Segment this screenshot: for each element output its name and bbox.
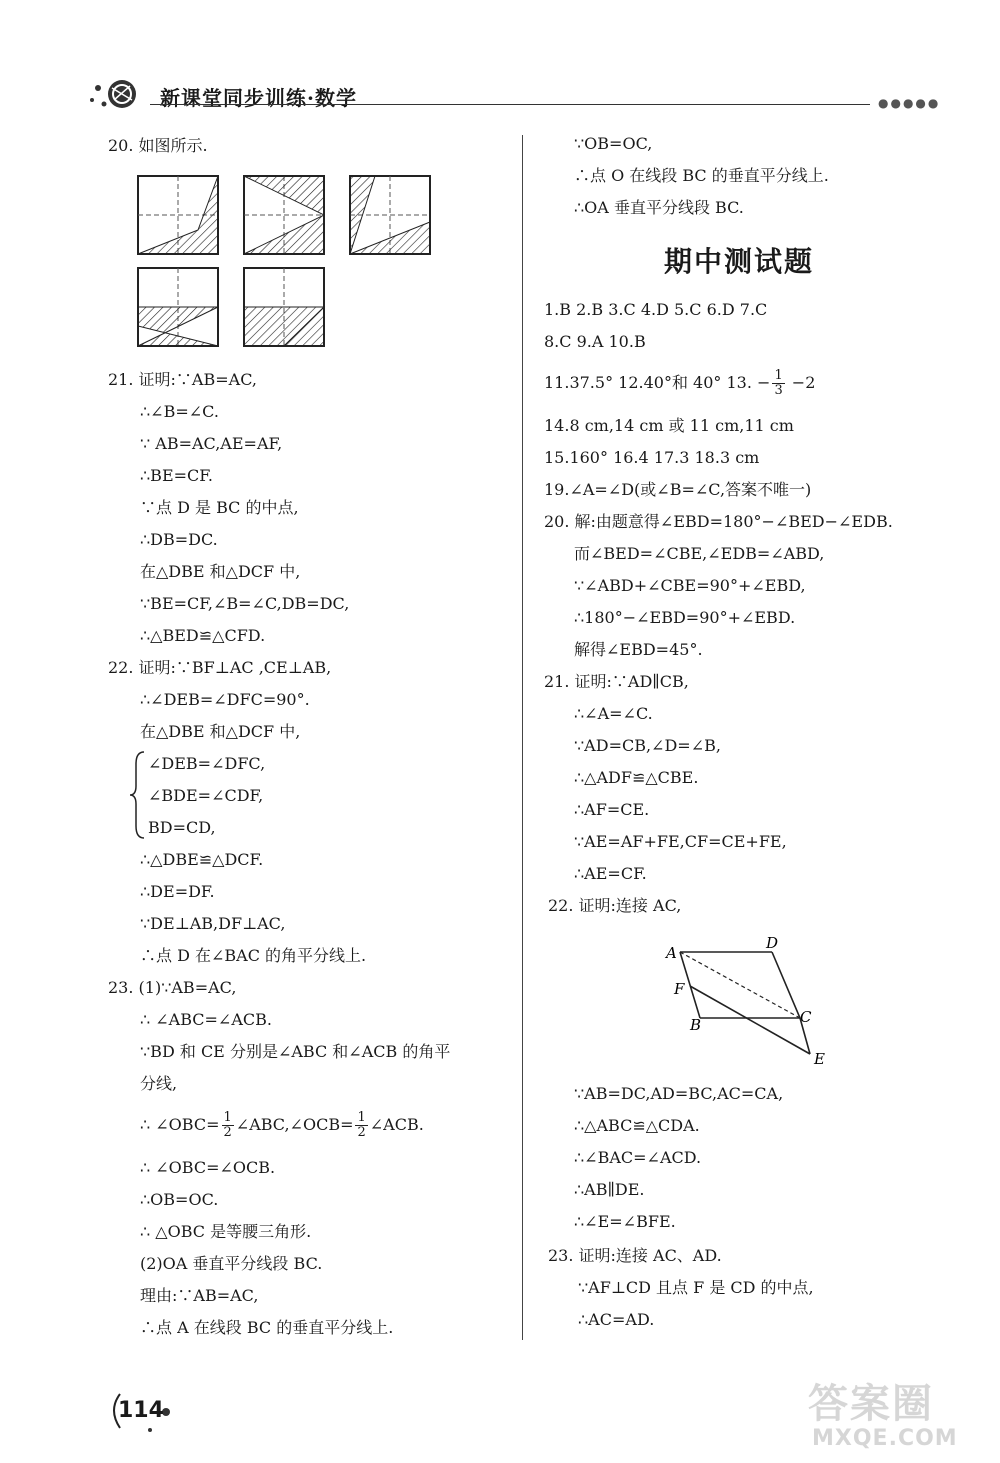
fill-answers-3: 15.160° 16.4 17.3 18.3 cm [544,448,760,467]
fraction-third: $\frac{1}{3}$ [774,368,783,398]
solution-21-line-7: ∴AE=CF. [574,864,647,883]
watermark: 答案圈 [808,1381,934,1427]
answer-22-line-1: 22. 证明:∵BF⊥AC ,CE⊥AB, [108,658,332,677]
solution-22-line-2: ∵AB=DC,AD=BC,AC=CA, [574,1084,784,1103]
solution-22-line-4: ∴∠BAC=∠ACD. [574,1148,702,1167]
solution-20-line-2: 而∠BED=∠CBE,∠EDB=∠ABD, [574,544,825,563]
answer-23-line-9: (2)OA 垂直平分线段 BC. [140,1254,323,1273]
answer-22-line-10: ∴点 D 在∠BAC 的角平分线上. [140,946,367,965]
solution-22-line-1: 22. 证明:连接 AC, [548,896,682,915]
label-C: C [800,1008,812,1026]
answer-22-line-2: ∴∠DEB=∠DFC=90°. [140,690,310,709]
answer-23-line-6: ∴ ∠OBC=∠OCB. [140,1158,276,1177]
label-E: E [814,1050,825,1068]
solution-21-line-3: ∵AD=CB,∠D=∠B, [574,736,721,755]
fraction-half: $\frac{1}{2}$ [223,1110,232,1140]
watermark-url: MXQE.COM [812,1426,958,1451]
cont-line-2: ∴点 O 在线段 BC 的垂直平分线上. [574,166,829,185]
answer-23-line-3: ∵BD 和 CE 分别是∠ABC 和∠ACB 的角平 [140,1042,451,1061]
answer-20-label: 20. 如图所示. [108,136,208,155]
answer-23-line-7: ∴OB=OC. [140,1190,219,1209]
answer-21-line-8: ∵BE=CF,∠B=∠C,DB=DC, [140,594,350,613]
solution-23-line-2: ∵AF⊥CD 且点 F 是 CD 的中点, [578,1278,814,1297]
answer-22-line-5: ∠BDE=∠CDF, [148,786,264,805]
solution-21-line-6: ∵AE=AF+FE,CF=CE+FE, [574,832,787,851]
solution-22-line-3: ∴△ABC≌△CDA. [574,1116,700,1135]
solution-20-line-1: 20. 解:由题意得∠EBD=180°−∠BED−∠EDB. [544,512,893,531]
answer-23-line-2: ∴ ∠ABC=∠ACB. [140,1010,272,1029]
answer-21-line-4: ∴BE=CF. [140,466,213,485]
section-title: 期中测试题 [664,245,815,278]
answer-23-line-10: 理由:∵AB=AC, [140,1286,259,1305]
answer-21-line-1: 21. 证明:∵AB=AC, [108,370,257,389]
answer-23-line-8: ∴ △OBC 是等腰三角形. [140,1222,312,1241]
label-F: F [674,980,685,998]
answer-23-line-11: ∴点 A 在线段 BC 的垂直平分线上. [140,1318,394,1337]
parallelogram-figure [660,930,840,1070]
answer-22-line-7: ∴△DBE≌△DCF. [140,850,264,869]
header-dots: ●●●●● [878,96,941,110]
figure-square-4 [138,268,218,346]
answer-20-figures [130,170,450,350]
choice-answers-1: 1.B 2.B 3.C 4.D 5.C 6.D 7.C [544,300,768,319]
answer-22-line-8: ∴DE=DF. [140,882,215,901]
answer-22-line-9: ∵DE⊥AB,DF⊥AC, [140,914,286,933]
cont-line-1: ∵OB=OC, [574,134,653,153]
answer-22-line-3: 在△DBE 和△DCF 中, [140,722,301,741]
figure-square-1 [138,176,218,254]
page-header [0,0,1000,120]
curly-brace [130,750,146,840]
cont-line-3: ∴OA 垂直平分线段 BC. [574,198,744,217]
solution-22-line-6: ∴∠E=∠BFE. [574,1212,676,1231]
column-divider [522,135,523,1340]
answer-23-line-5: ∴ ∠OBC= $\frac{1}{2}$ ∠ABC,∠OCB= $\frac{1}{2}$ ∠ACB. [140,1110,424,1140]
header-rule [150,104,870,105]
choice-answers-2: 8.C 9.A 10.B [544,332,646,351]
fill-answers-1: 11.37.5° 12.40°和 40° 13. − $\frac{1}{3}$ −2 [544,368,816,398]
answer-21-line-9: ∴△BED≌△CFD. [140,626,266,645]
solution-23-line-1: 23. 证明:连接 AC、AD. [548,1246,722,1265]
fill-answers-4: 19.∠A=∠D(或∠B=∠C,答案不唯一) [544,480,812,499]
solution-21-line-4: ∴△ADF≌△CBE. [574,768,699,787]
label-A: A [666,944,677,962]
fill-answers-2: 14.8 cm,14 cm 或 11 cm,11 cm [544,416,794,435]
solution-21-line-2: ∴∠A=∠C. [574,704,653,723]
label-B: B [690,1016,702,1034]
solution-20-line-4: ∴180°−∠EBD=90°+∠EBD. [574,608,796,627]
answer-21-line-2: ∴∠B=∠C. [140,402,219,421]
solution-22-line-5: ∴AB∥DE. [574,1180,645,1199]
book-title: 新课堂同步训练·数学 [160,86,357,110]
answer-21-line-7: 在△DBE 和△DCF 中, [140,562,301,581]
solution-21-line-1: 21. 证明:∵AD∥CB, [544,672,689,691]
answer-21-line-6: ∴DB=DC. [140,530,218,549]
figure-square-3 [350,176,430,254]
solution-20-line-3: ∵∠ABD+∠CBE=90°+∠EBD, [574,576,806,595]
solution-21-line-5: ∴AF=CE. [574,800,650,819]
answer-21-line-5: ∵点 D 是 BC 的中点, [140,498,299,517]
answer-22-line-4: ∠DEB=∠DFC, [148,754,266,773]
figure-square-5 [244,268,324,346]
solution-23-line-3: ∴AC=AD. [578,1310,655,1329]
answer-23-line-4: 分线, [140,1074,178,1093]
page-number: 114 [118,1398,164,1423]
solution-20-line-5: 解得∠EBD=45°. [574,640,703,659]
book-logo-icon [86,74,146,114]
answer-23-line-1: 23. (1)∵AB=AC, [108,978,237,997]
answer-21-line-3: ∵ AB=AC,AE=AF, [140,434,283,453]
fraction-half-2: $\frac{1}{2}$ [357,1110,366,1140]
figure-square-2 [244,176,324,254]
answer-22-line-6: BD=CD, [148,818,216,837]
label-D: D [766,934,779,952]
